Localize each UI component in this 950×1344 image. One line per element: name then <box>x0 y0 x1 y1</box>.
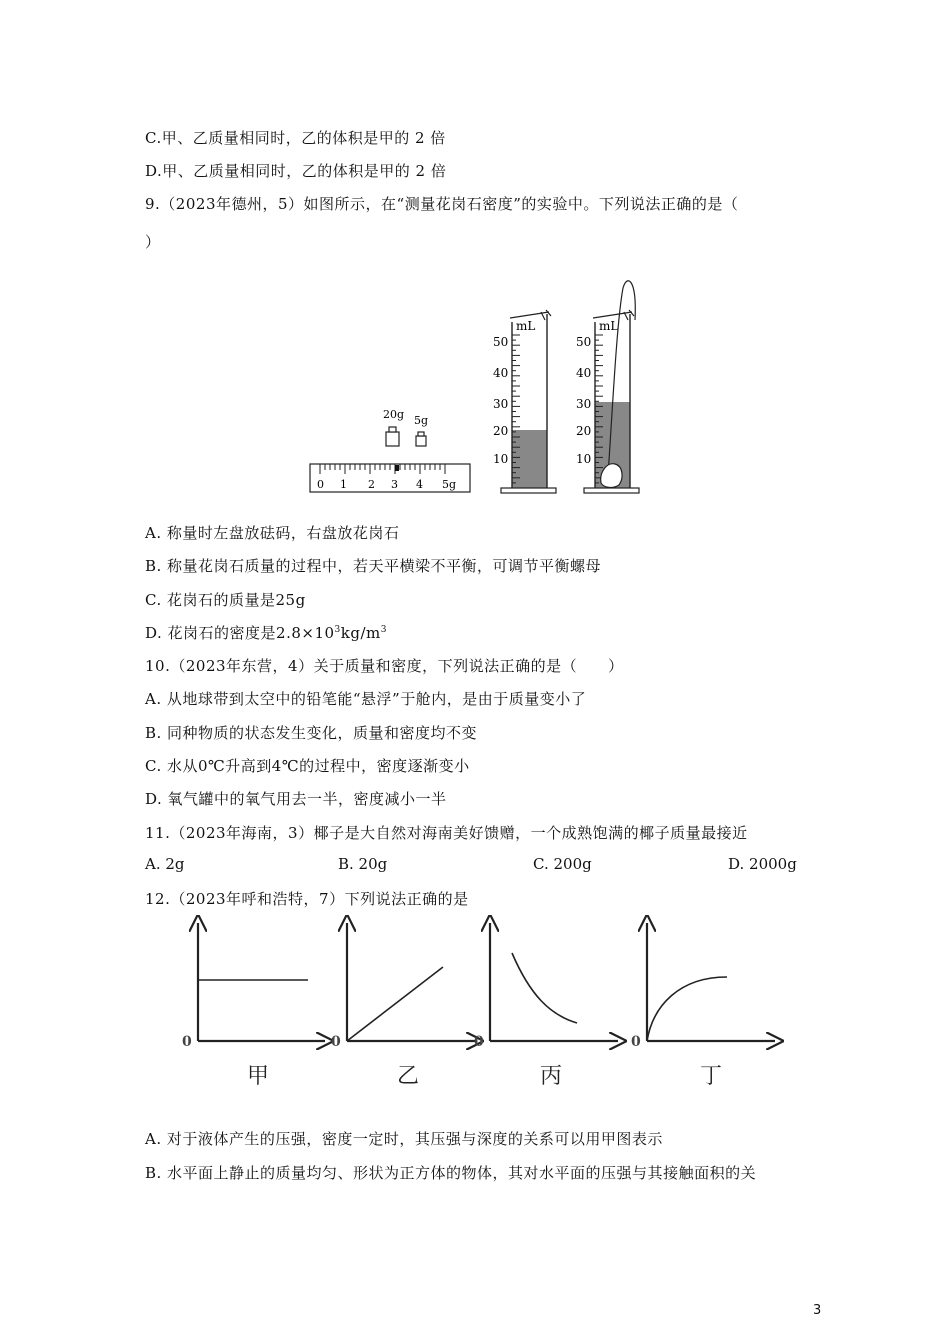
q8-option-d: D.甲、乙质量相同时，乙的体积是甲的 2 倍 <box>145 162 447 180</box>
q12-option-b: B. 水平面上静止的质量均匀、形状为正方体的物体，其对水平面的压强与其接触面积的关 <box>145 1164 757 1182</box>
q9-option-a: A. 称量时左盘放砝码，右盘放花岗石 <box>145 524 400 542</box>
q11-stem: 11.（2023年海南，3）椰子是大自然对海南美好馈赠，一个成熟饱满的椰子质量最接近 <box>145 824 748 842</box>
q9d-exponent: 3 <box>334 625 341 635</box>
q12-option-a: A. 对于液体产生的压强，密度一定时，其压强与深度的关系可以用甲图表示 <box>145 1130 663 1148</box>
weight-label-20g: 20g <box>383 408 405 421</box>
cyl2-tick-40: 40 <box>576 366 592 380</box>
caption-jia: 甲 <box>247 1064 270 1089</box>
cyl2-tick-20: 20 <box>576 424 592 438</box>
cyl1-tick-40: 40 <box>493 366 509 380</box>
measuring-cylinder-2 <box>576 281 639 493</box>
weight-20g-icon <box>386 427 399 446</box>
q12-figure <box>175 915 785 1095</box>
q9d-text: D. 花岗石的密度是2.8×10 <box>145 624 335 642</box>
graph-yi <box>347 923 475 1041</box>
origin-label-jia: 0 <box>182 1034 192 1050</box>
scale-label-4: 4 <box>416 478 423 491</box>
graph-ding <box>647 923 775 1041</box>
q10-option-c: C. 水从0℃升高到4℃的过程中，密度逐渐变小 <box>145 757 470 775</box>
cyl2-tick-10: 10 <box>576 452 592 466</box>
cylinder-2-unit: mL <box>599 319 619 333</box>
q11-option-d: D. 2000g <box>728 855 797 873</box>
scale-label-0: 0 <box>317 478 324 491</box>
q10-option-b: B. 同种物质的状态发生变化，质量和密度均不变 <box>145 724 478 742</box>
q11-option-c: C. 200g <box>533 855 592 873</box>
q9d-unit-exponent: 3 <box>380 625 387 635</box>
cyl1-tick-10: 10 <box>493 452 509 466</box>
graph-yi-curve <box>347 967 443 1041</box>
scale-label-1: 1 <box>340 478 347 491</box>
cyl1-tick-30: 30 <box>493 397 509 411</box>
rider-marker <box>395 465 399 471</box>
q9-stem-close: ） <box>145 233 161 251</box>
q9d-unit: kg/m <box>340 624 381 642</box>
q10-stem: 10.（2023年东营，4）关于质量和密度，下列说法正确的是（ ） <box>145 657 624 675</box>
q9-option-c: C. 花岗石的质量是25g <box>145 591 306 609</box>
q9-option-d <box>145 622 387 643</box>
origin-label-yi: 0 <box>331 1034 341 1050</box>
graph-bing-curve <box>512 953 577 1023</box>
graph-bing <box>490 923 618 1041</box>
origin-label-bing: 0 <box>474 1034 484 1050</box>
cyl2-tick-30: 30 <box>576 397 592 411</box>
cylinder-1-unit: mL <box>516 319 536 333</box>
scale-label-5g: 5g <box>442 478 457 491</box>
q11-option-a: A. 2g <box>145 855 185 873</box>
q8-option-c: C.甲、乙质量相同时，乙的体积是甲的 2 倍 <box>145 129 446 147</box>
q12-stem: 12.（2023年呼和浩特，7）下列说法正确的是 <box>145 890 469 908</box>
q9-figure <box>305 280 650 500</box>
q11-option-b: B. 20g <box>338 855 388 873</box>
q10-option-d: D. 氧气罐中的氧气用去一半，密度减小一半 <box>145 790 447 808</box>
measuring-cylinder-1 <box>493 310 556 493</box>
origin-label-ding: 0 <box>631 1034 641 1050</box>
cyl1-tick-20: 20 <box>493 424 509 438</box>
caption-yi: 乙 <box>397 1064 420 1089</box>
scale-label-2: 2 <box>368 478 375 491</box>
weight-label-5g: 5g <box>414 414 429 427</box>
graph-ding-curve <box>647 977 727 1041</box>
weight-5g-icon <box>416 432 426 446</box>
q9-option-b: B. 称量花岗石质量的过程中，若天平横梁不平衡，可调节平衡螺母 <box>145 557 602 575</box>
graph-jia <box>198 923 325 1041</box>
caption-bing: 丙 <box>540 1064 563 1089</box>
caption-ding: 丁 <box>700 1064 723 1089</box>
cyl1-tick-50: 50 <box>493 335 509 349</box>
q9-stem: 9.（2023年德州，5）如图所示，在“测量花岗石密度”的实验中。下列说法正确的是（ <box>145 195 739 213</box>
scale-label-3: 3 <box>391 478 398 491</box>
cyl2-tick-50: 50 <box>576 335 592 349</box>
page-number: 3 <box>813 1303 822 1318</box>
q10-option-a: A. 从地球带到太空中的铅笔能“悬浮”于舱内，是由于质量变小了 <box>145 690 587 708</box>
